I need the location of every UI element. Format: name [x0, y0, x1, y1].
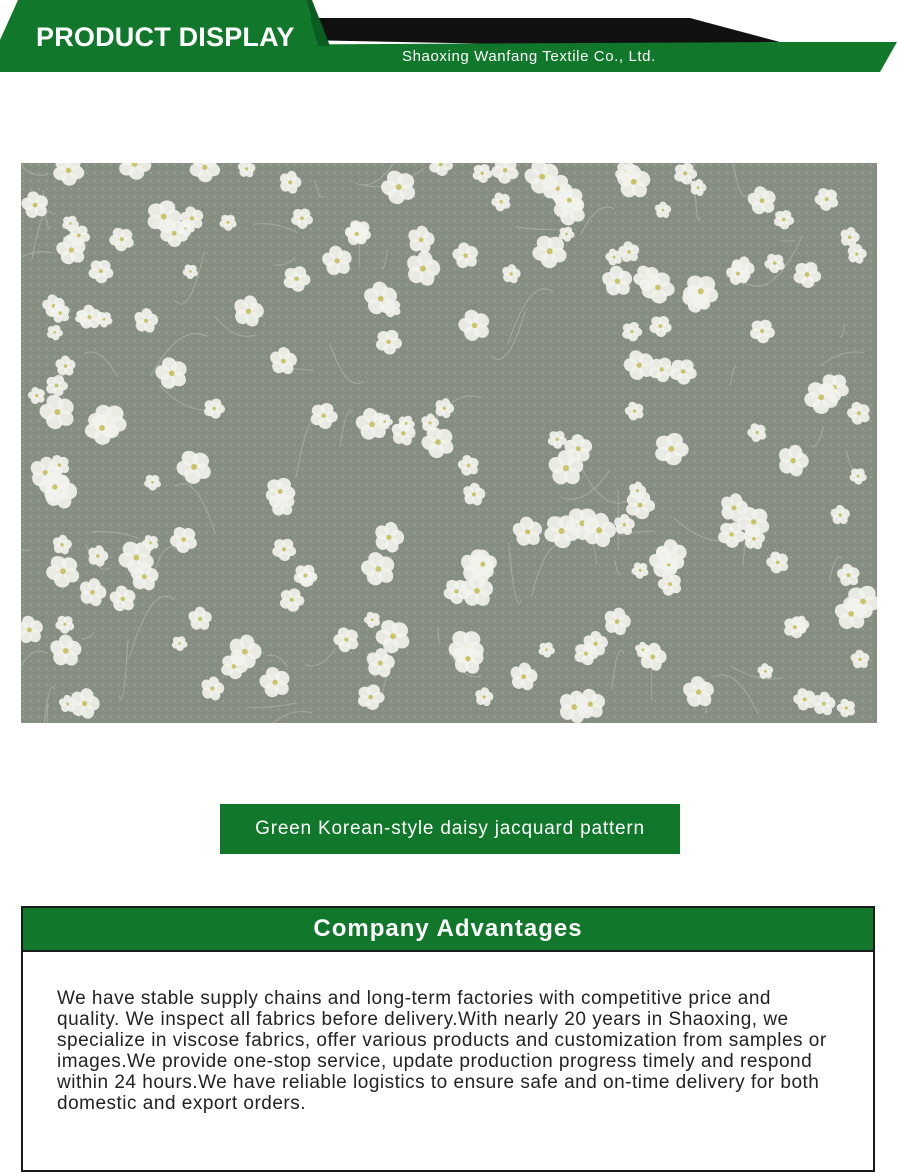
- advantages-text: We have stable supply chains and long-term factories with competitive price and quality. We inspect all fabrics before delivery.With nearly 20 years in Shaoxing, we specialize in viscose fabrics, offer various products and customization from samples or images.We provide one-stop service, update production progress timely and respond within 24 hours.We have reliable logistics to ensure safe and on-time delivery for both domestic and export orders.: [57, 988, 827, 1114]
- company-name: Shaoxing Wanfang Textile Co., Ltd.: [402, 48, 656, 65]
- product-caption: Green Korean-style daisy jacquard pattern: [220, 804, 680, 854]
- page-title: PRODUCT DISPLAY: [36, 22, 295, 52]
- fabric-photo: [21, 163, 877, 723]
- advantages-heading: Company Advantages: [23, 908, 873, 952]
- advantages-section: [21, 906, 875, 1172]
- fabric-pattern: [21, 163, 877, 723]
- header-banner: [0, 0, 897, 72]
